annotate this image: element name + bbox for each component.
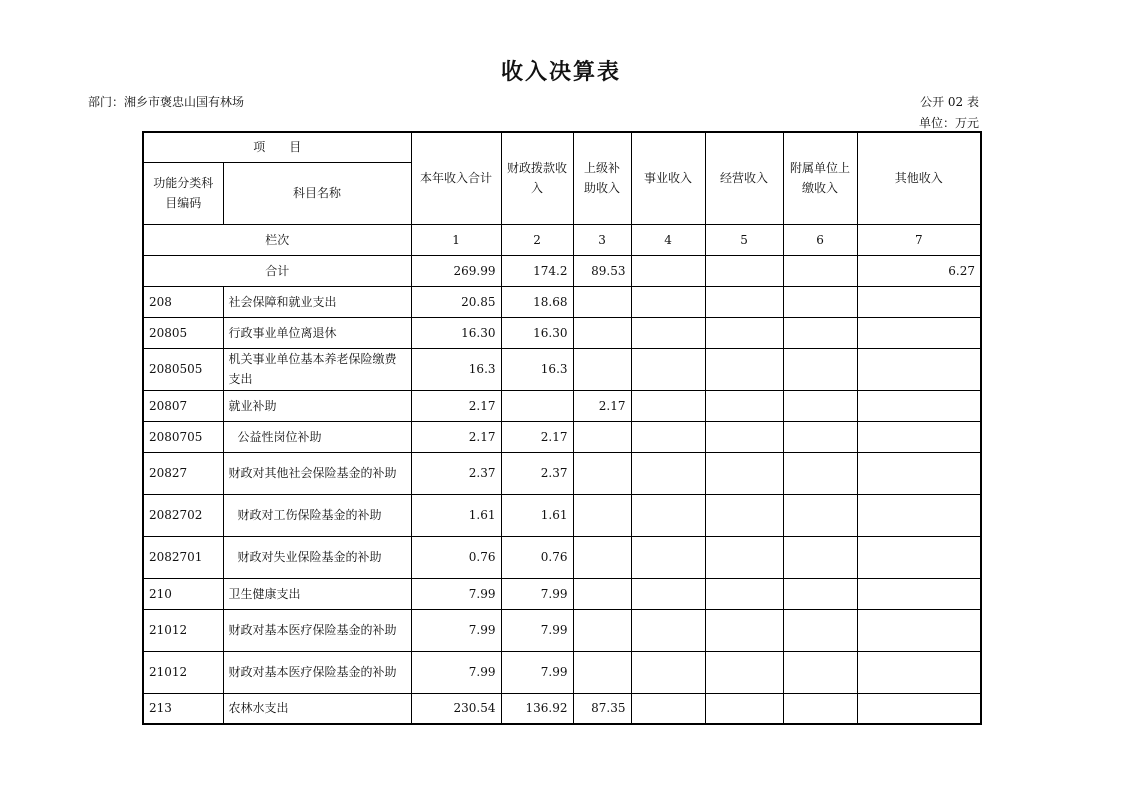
business-cell — [631, 651, 705, 693]
code-cell: 2082701 — [143, 536, 223, 578]
code-cell: 213 — [143, 693, 223, 724]
header-project: 项 目 — [143, 132, 411, 162]
code-cell: 2080505 — [143, 348, 223, 390]
affiliated-cell — [783, 286, 857, 317]
subject-name-cell: 财政对失业保险基金的补助 — [223, 536, 411, 578]
upper-subsidy-cell — [573, 421, 631, 452]
income-total-cell: 7.99 — [411, 609, 501, 651]
fiscal-cell: 1.61 — [501, 494, 573, 536]
header-upper-subsidy: 上级补助收入 — [573, 132, 631, 224]
income-total-cell: 2.37 — [411, 452, 501, 494]
total-operating-cell — [705, 255, 783, 286]
header-business: 事业收入 — [631, 132, 705, 224]
table-row — [143, 421, 981, 452]
fiscal-cell: 7.99 — [501, 651, 573, 693]
income-total-cell: 2.17 — [411, 390, 501, 421]
business-cell — [631, 494, 705, 536]
business-cell — [631, 390, 705, 421]
operating-cell — [705, 421, 783, 452]
column-num: 3 — [573, 224, 631, 255]
other-cell — [857, 286, 981, 317]
business-cell — [631, 578, 705, 609]
income-total-cell: 230.54 — [411, 693, 501, 724]
table-row — [143, 286, 981, 317]
operating-cell — [705, 286, 783, 317]
header-fiscal: 财政拨款收入 — [501, 132, 573, 224]
business-cell — [631, 286, 705, 317]
other-cell — [857, 578, 981, 609]
operating-cell — [705, 693, 783, 724]
table-row — [143, 348, 981, 390]
affiliated-cell — [783, 452, 857, 494]
code-cell: 21012 — [143, 651, 223, 693]
business-cell — [631, 693, 705, 724]
upper-subsidy-cell — [573, 348, 631, 390]
affiliated-cell — [783, 390, 857, 421]
operating-cell — [705, 578, 783, 609]
income-total-cell: 7.99 — [411, 651, 501, 693]
column-num: 2 — [501, 224, 573, 255]
code-cell: 208 — [143, 286, 223, 317]
total-business-cell — [631, 255, 705, 286]
business-cell — [631, 317, 705, 348]
total-income-cell: 269.99 — [411, 255, 501, 286]
column-row-label: 栏次 — [143, 224, 411, 255]
form-number: 公开 02 表 — [920, 95, 979, 109]
affiliated-cell — [783, 348, 857, 390]
table-row — [143, 693, 981, 724]
total-row-label: 合计 — [143, 255, 411, 286]
header-other: 其他收入 — [857, 132, 981, 224]
header-total-income: 本年收入合计 — [411, 132, 501, 224]
header-operating: 经营收入 — [705, 132, 783, 224]
other-cell — [857, 494, 981, 536]
header-affiliated: 附属单位上缴收入 — [783, 132, 857, 224]
column-num: 1 — [411, 224, 501, 255]
subject-name-cell: 公益性岗位补助 — [223, 421, 411, 452]
affiliated-cell — [783, 609, 857, 651]
business-cell — [631, 348, 705, 390]
subject-name-cell: 就业补助 — [223, 390, 411, 421]
operating-cell — [705, 452, 783, 494]
operating-cell — [705, 348, 783, 390]
income-total-cell: 7.99 — [411, 578, 501, 609]
other-cell — [857, 421, 981, 452]
upper-subsidy-cell — [573, 286, 631, 317]
table-row — [143, 390, 981, 421]
other-cell — [857, 452, 981, 494]
operating-cell — [705, 609, 783, 651]
table-row — [143, 609, 981, 651]
fiscal-cell: 16.30 — [501, 317, 573, 348]
income-total-cell: 0.76 — [411, 536, 501, 578]
affiliated-cell — [783, 317, 857, 348]
income-total-cell: 16.30 — [411, 317, 501, 348]
operating-cell — [705, 390, 783, 421]
other-cell — [857, 609, 981, 651]
table-row — [143, 494, 981, 536]
department-label: 部门：湘乡市褒忠山国有林场 — [88, 95, 245, 109]
header-func-code: 功能分类科目编码 — [143, 162, 223, 224]
business-cell — [631, 452, 705, 494]
income-total-cell: 2.17 — [411, 421, 501, 452]
subject-name-cell: 财政对其他社会保险基金的补助 — [223, 452, 411, 494]
upper-subsidy-cell: 87.35 — [573, 693, 631, 724]
affiliated-cell — [783, 578, 857, 609]
operating-cell — [705, 494, 783, 536]
income-total-cell: 16.3 — [411, 348, 501, 390]
income-total-cell: 1.61 — [411, 494, 501, 536]
subject-name-cell: 农林水支出 — [223, 693, 411, 724]
affiliated-cell — [783, 651, 857, 693]
other-cell — [857, 693, 981, 724]
table-row — [143, 536, 981, 578]
upper-subsidy-cell — [573, 578, 631, 609]
upper-subsidy-cell — [573, 317, 631, 348]
unit-label: 单位：万元 — [918, 116, 979, 130]
code-cell: 20827 — [143, 452, 223, 494]
fiscal-cell: 7.99 — [501, 578, 573, 609]
other-cell — [857, 536, 981, 578]
column-num: 5 — [705, 224, 783, 255]
other-cell — [857, 317, 981, 348]
table-row — [143, 578, 981, 609]
fiscal-cell: 0.76 — [501, 536, 573, 578]
other-cell — [857, 390, 981, 421]
subject-name-cell: 社会保障和就业支出 — [223, 286, 411, 317]
income-total-cell: 20.85 — [411, 286, 501, 317]
column-num: 6 — [783, 224, 857, 255]
total-fiscal-cell: 174.2 — [501, 255, 573, 286]
subject-name-cell: 卫生健康支出 — [223, 578, 411, 609]
business-cell — [631, 609, 705, 651]
total-other-cell: 6.27 — [857, 255, 981, 286]
affiliated-cell — [783, 536, 857, 578]
report-title: 收入决算表 — [500, 60, 621, 85]
affiliated-cell — [783, 494, 857, 536]
subject-name-cell: 财政对基本医疗保险基金的补助 — [223, 651, 411, 693]
upper-subsidy-cell — [573, 536, 631, 578]
upper-subsidy-cell — [573, 651, 631, 693]
subject-name-cell: 机关事业单位基本养老保险缴费支出 — [223, 348, 411, 390]
code-cell: 20807 — [143, 390, 223, 421]
upper-subsidy-cell: 2.17 — [573, 390, 631, 421]
code-cell: 2082702 — [143, 494, 223, 536]
column-num: 4 — [631, 224, 705, 255]
upper-subsidy-cell — [573, 452, 631, 494]
subject-name-cell: 财政对工伤保险基金的补助 — [223, 494, 411, 536]
table-row — [143, 651, 981, 693]
other-cell — [857, 651, 981, 693]
fiscal-cell: 7.99 — [501, 609, 573, 651]
table-row — [143, 452, 981, 494]
header-subject-name: 科目名称 — [223, 162, 411, 224]
upper-subsidy-cell — [573, 609, 631, 651]
operating-cell — [705, 317, 783, 348]
upper-subsidy-cell — [573, 494, 631, 536]
fiscal-cell: 2.17 — [501, 421, 573, 452]
operating-cell — [705, 536, 783, 578]
fiscal-cell: 136.92 — [501, 693, 573, 724]
other-cell — [857, 348, 981, 390]
subject-name-cell: 财政对基本医疗保险基金的补助 — [223, 609, 411, 651]
business-cell — [631, 421, 705, 452]
subject-name-cell: 行政事业单位离退休 — [223, 317, 411, 348]
business-cell — [631, 536, 705, 578]
table-row — [143, 317, 981, 348]
income-table — [142, 131, 982, 725]
code-cell: 210 — [143, 578, 223, 609]
fiscal-cell — [501, 390, 573, 421]
affiliated-cell — [783, 693, 857, 724]
fiscal-cell: 18.68 — [501, 286, 573, 317]
affiliated-cell — [783, 421, 857, 452]
code-cell: 20805 — [143, 317, 223, 348]
total-affiliated-cell — [783, 255, 857, 286]
fiscal-cell: 2.37 — [501, 452, 573, 494]
column-num: 7 — [857, 224, 981, 255]
total-upper-cell: 89.53 — [573, 255, 631, 286]
operating-cell — [705, 651, 783, 693]
code-cell: 2080705 — [143, 421, 223, 452]
code-cell: 21012 — [143, 609, 223, 651]
fiscal-cell: 16.3 — [501, 348, 573, 390]
